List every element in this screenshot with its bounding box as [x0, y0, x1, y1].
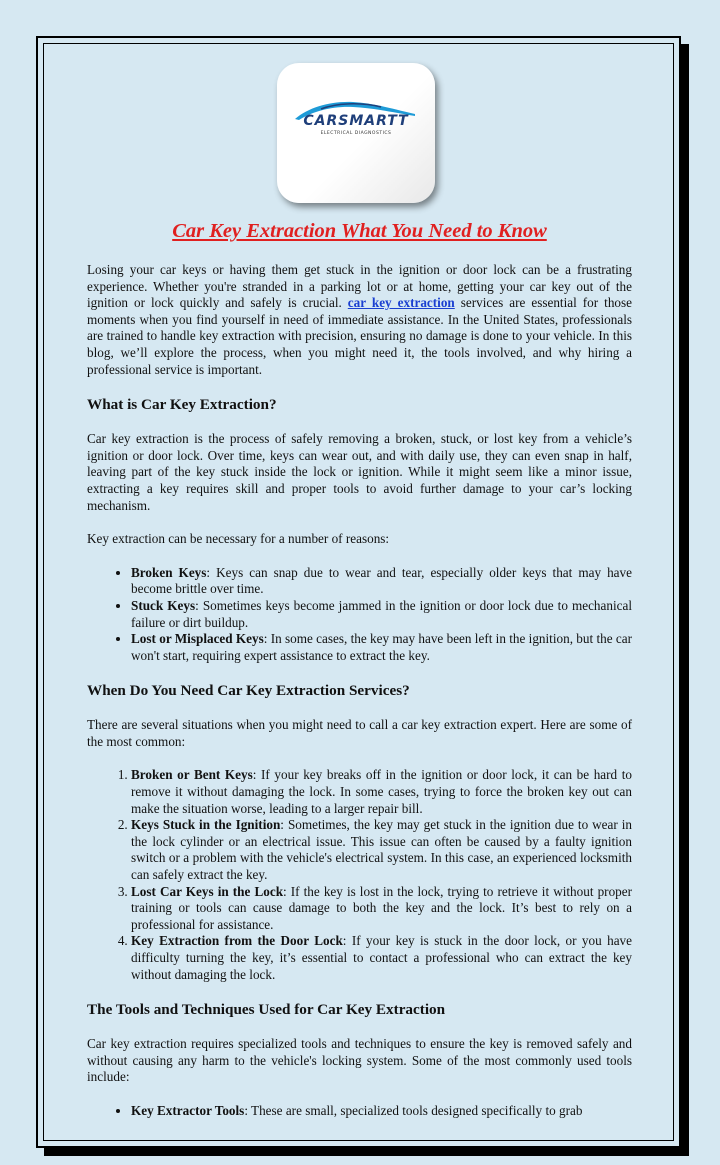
list-item-text: : Sometimes, the key may get stuck in the ignition due to wear in the lock cylinder or an electrical issue. This issue can often be caused by a faulty ignition switch or a problem with the vehicle's electrical system. In this case, an experienced locksmith can safely extract the key.: [131, 817, 632, 883]
list-item-term: Keys Stuck in the Ignition: [131, 817, 281, 833]
section-paragraph-what-is: Car key extraction is the process of safely removing a broken, stuck, or lost key from a vehicle’s ignition or door lock. Over time, keys can wear out, and with daily use, they can even snap in half, leaving part of the key stuck inside the lock or ignition. While it might seem like a minor issue, extracting a key requires skill and proper tools to avoid further damage to your car’s locking mechanism.: [87, 431, 632, 513]
list-item: [131, 631, 632, 664]
section-paragraph-tools: Car key extraction requires specialized tools and techniques to ensure the key is removed safely and without causing any harm to the vehicle's locking system. Some of the most commonly used tools include:: [87, 1036, 632, 1085]
list-item-text: : If your key is stuck in the door lock, or you have difficulty turning the key, it’s essential to contact a professional who can extract the key without damaging the lock.: [131, 933, 632, 982]
list-item-term: Key Extraction from the Door Lock: [131, 933, 343, 949]
list-item-term: Stuck Keys: [131, 597, 196, 613]
intro-paragraph: [87, 262, 632, 378]
intro-text-start: Losing your car keys or having them get stuck in the ignition or door lock can be a frustrating experience. Whether you're stranded in a parking lot or at home, getting your car key out of the ignition or lock quickly and safely is crucial.: [87, 262, 632, 311]
list-item-text: : These are small, specialized tools designed specifically to grab: [244, 1102, 583, 1118]
list-item: [131, 767, 632, 817]
list-item-term: Broken Keys: [131, 564, 207, 580]
section-heading-tools: The Tools and Techniques Used for Car Key Extraction: [87, 1001, 446, 1019]
list-item-text: : Sometimes keys become jammed in the ignition or door lock due to mechanical failure or dirt buildup.: [131, 597, 633, 630]
logo-tagline: ELECTRICAL DIAGNOSTICS: [320, 131, 392, 136]
list-item: [131, 598, 632, 631]
list-item-term: Key Extractor Tools: [131, 1102, 245, 1118]
section-paragraph-when-needed: There are several situations when you might need to call a car key extraction expert. Here are some of the most common:: [87, 717, 632, 749]
list-item: [131, 817, 632, 883]
list-item-text: : If your key breaks off in the ignition or door lock, it can be hard to remove it without damaging the lock. In some cases, trying to force the broken key out can make the situation worse, leading to a larger repair bill.: [131, 767, 632, 816]
logo: [277, 63, 435, 203]
list-item-term: Broken or Bent Keys: [131, 767, 253, 783]
list-item-term: Lost or Misplaced Keys: [131, 631, 264, 647]
article: [87, 218, 632, 1137]
list-item-text: : In some cases, the key may have been left in the ignition, but the car won't start, requiring expert assistance to extract the key.: [131, 631, 632, 663]
intro-text-end: services are essential for those moments when you find yourself in need of immediate assistance. In the United States, professionals are trained to handle key extraction with precision, ensuring no damage is done to your vehicle. In this blog, we’ll explore the process, when you might need it, the tools involved, and why hiring a professional service is important.: [87, 295, 632, 377]
logo-brand: CARSMARTT: [303, 113, 409, 129]
list-item-term: Lost Car Keys in the Lock: [131, 883, 284, 899]
car-key-extraction-link[interactable]: car key extraction: [347, 295, 455, 311]
section-heading-what-is: What is Car Key Extraction?: [87, 396, 277, 414]
list-item-text: : If the key is lost in the lock, trying to retrieve it without proper training or tools can cause damage to both the key and the lock. It’s best to rely on a professional for assistance.: [131, 883, 632, 932]
section-heading-when-needed: When Do You Need Car Key Extraction Services?: [87, 682, 410, 700]
page-title: Car Key Extraction What You Need to Know: [172, 220, 547, 242]
list-item: [131, 565, 632, 598]
reasons-intro: Key extraction can be necessary for a number of reasons:: [87, 531, 390, 547]
tools-list: [87, 1103, 632, 1120]
reasons-list: [87, 565, 632, 665]
list-item: [131, 884, 632, 934]
situations-list: [87, 767, 632, 983]
list-item: [131, 1103, 632, 1120]
list-item: [131, 933, 632, 983]
list-item-text: : Keys can snap due to wear and tear, especially older keys that may have become brittle over time.: [131, 564, 632, 597]
